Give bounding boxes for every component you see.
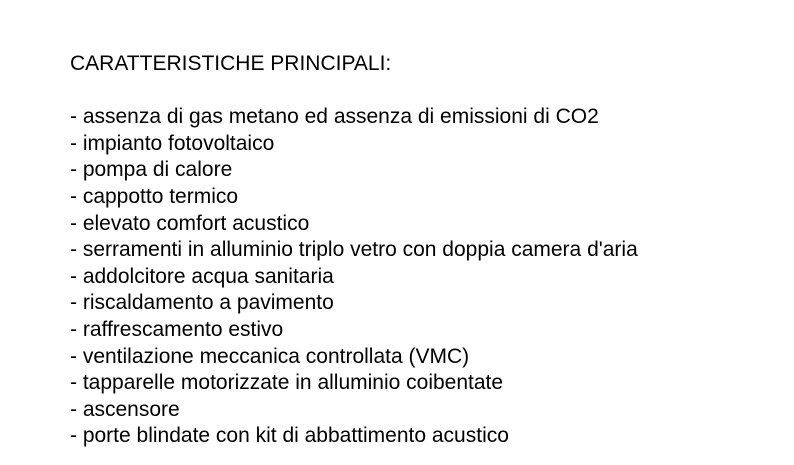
list-item: - cappotto termico: [70, 184, 239, 208]
list-item: - ascensore: [70, 397, 180, 421]
list-item: - impianto fotovoltaico: [70, 131, 275, 155]
list-item: - serramenti in alluminio triplo vetro con doppia camera d'aria: [70, 238, 638, 262]
list-item: - addolcitore acqua sanitaria: [70, 264, 334, 288]
list-item: - riscaldamento a pavimento: [70, 291, 334, 315]
list-item: - elevato comfort acustico: [70, 211, 310, 235]
list-item: - tapparelle motorizzate in alluminio coibentate: [70, 371, 504, 395]
section-title: CARATTERISTICHE PRINCIPALI:: [70, 52, 392, 75]
document-body: [70, 51, 638, 450]
list-item: - raffrescamento estivo: [70, 317, 284, 341]
list-item: - ventilazione meccanica controllata (VMC): [70, 344, 470, 368]
list-item: - porte blindate con kit di abbattimento acustico: [70, 424, 509, 448]
list-item: - assenza di gas metano ed assenza di emissioni di CO2: [70, 105, 599, 129]
feature-list: [70, 104, 638, 450]
list-item: - pompa di calore: [70, 158, 233, 182]
